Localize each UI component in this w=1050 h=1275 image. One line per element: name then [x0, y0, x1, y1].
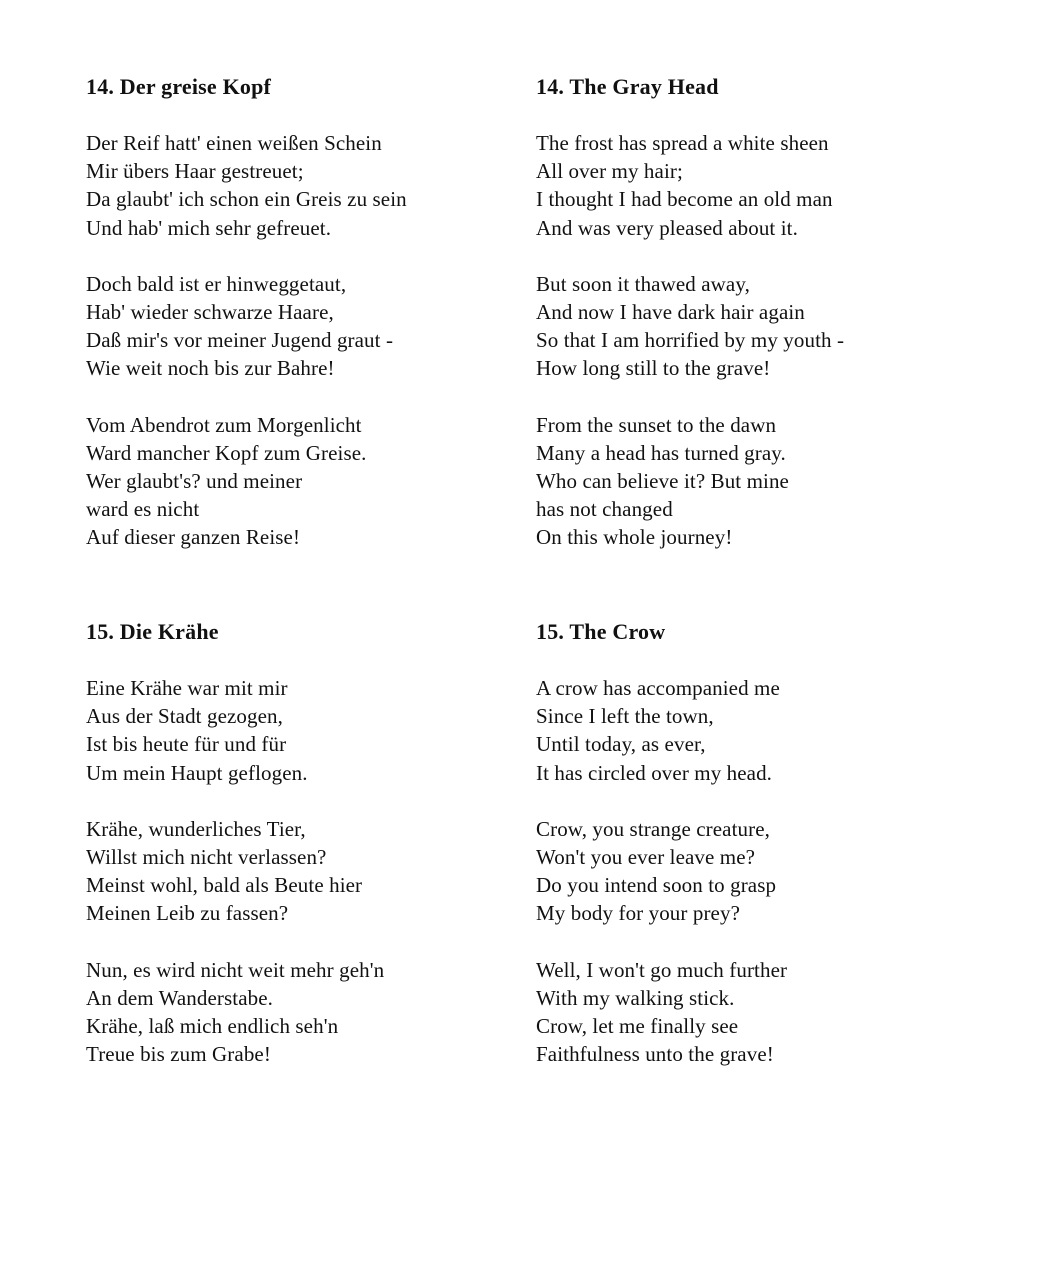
verse-line: Der Reif hatt' einen weißen Schein: [86, 131, 382, 155]
verse-line: Many a head has turned gray.: [536, 440, 786, 465]
stanza: [536, 956, 956, 1069]
verse-line: Crow, let me finally see: [536, 1014, 739, 1039]
verse-line: Meinen Leib zu fassen?: [86, 901, 289, 926]
verse-line: Vom Abendrot zum Morgenlicht: [86, 412, 362, 437]
song-title: 14. The Gray Head: [536, 74, 719, 99]
song-15-english: [536, 617, 956, 1068]
stanza: [86, 815, 506, 928]
song-15-german: [86, 617, 506, 1068]
verse-line: has not changed: [536, 497, 673, 522]
verse-line: And now I have dark hair again: [536, 300, 805, 325]
song-title: 15. Die Krähe: [86, 619, 219, 644]
stanza: [86, 270, 506, 383]
verse-line: From the sunset to the dawn: [536, 412, 777, 437]
verse-line: Since I left the town,: [536, 704, 714, 729]
verse-line: Treue bis zum Grabe!: [86, 1042, 271, 1067]
stanza: [536, 674, 956, 787]
verse-line: Meinst wohl, bald als Beute hier: [86, 873, 363, 898]
stanza: [86, 129, 506, 242]
verse-line: Nun, es wird nicht weit mehr geh'n: [86, 957, 385, 982]
song-title: 14. Der greise Kopf: [86, 74, 272, 99]
verse-line: Mir übers Haar gestreuet;: [86, 159, 304, 184]
verse-line: Who can believe it? But mine: [536, 469, 789, 494]
verse-line: Doch bald ist er hinweggetaut,: [86, 271, 347, 296]
verse-line: Krähe, laß mich endlich seh'n: [86, 1014, 339, 1039]
verse-line: But soon it thawed away,: [536, 271, 750, 296]
verse-line: Hab' wieder schwarze Haare,: [86, 300, 334, 325]
verse-line: And was very pleased about it.: [536, 215, 798, 240]
verse-line: Well, I won't go much further: [536, 957, 788, 982]
verse-line: All over my hair;: [536, 159, 683, 184]
verse-line: It has circled over my head.: [536, 760, 773, 785]
stanza: [536, 815, 956, 928]
verse-line: Do you intend soon to grasp: [536, 873, 777, 898]
verse-line: Und hab' mich sehr gefreuet.: [86, 215, 332, 240]
stanza: [536, 129, 956, 242]
stanza: [86, 411, 506, 552]
verse-line: I thought I had become an old man: [536, 187, 833, 212]
verse-line: A crow has accompanied me: [536, 676, 780, 700]
verse-line: Willst mich nicht verlassen?: [86, 845, 327, 870]
verse-line: Ist bis heute für und für: [86, 732, 287, 757]
verse-line: So that I am horrified by my youth -: [536, 328, 845, 353]
song-title: 15. The Crow: [536, 619, 666, 644]
verse-line: Aus der Stadt gezogen,: [86, 704, 283, 729]
verse-line: ward es nicht: [86, 497, 200, 522]
verse-line: An dem Wanderstabe.: [86, 985, 274, 1010]
verse-line: Daß mir's vor meiner Jugend graut -: [86, 328, 394, 353]
verse-line: Won't you ever leave me?: [536, 845, 756, 870]
verse-line: On this whole journey!: [536, 525, 733, 550]
verse-line: With my walking stick.: [536, 985, 735, 1010]
verse-line: Da glaubt' ich schon ein Greis zu sein: [86, 187, 407, 212]
verse-line: Wie weit noch bis zur Bahre!: [86, 356, 335, 381]
verse-line: Auf dieser ganzen Reise!: [86, 525, 301, 550]
stanza: [536, 411, 956, 552]
song-14-english: [536, 72, 956, 552]
verse-line: Krähe, wunderliches Tier,: [86, 816, 306, 841]
verse-line: Eine Krähe war mit mir: [86, 676, 288, 700]
verse-line: Um mein Haupt geflogen.: [86, 760, 308, 785]
stanza: [536, 270, 956, 383]
stanza: [86, 956, 506, 1069]
song-14-german: [86, 72, 506, 552]
stanza: [86, 674, 506, 787]
verse-line: How long still to the grave!: [536, 356, 771, 381]
verse-line: Wer glaubt's? und meiner: [86, 469, 303, 494]
verse-line: Until today, as ever,: [536, 732, 706, 757]
verse-line: Ward mancher Kopf zum Greise.: [86, 440, 367, 465]
verse-line: Crow, you strange creature,: [536, 816, 770, 841]
verse-line: The frost has spread a white sheen: [536, 131, 829, 155]
verse-line: Faithfulness unto the grave!: [536, 1042, 774, 1067]
verse-line: My body for your prey?: [536, 901, 740, 926]
